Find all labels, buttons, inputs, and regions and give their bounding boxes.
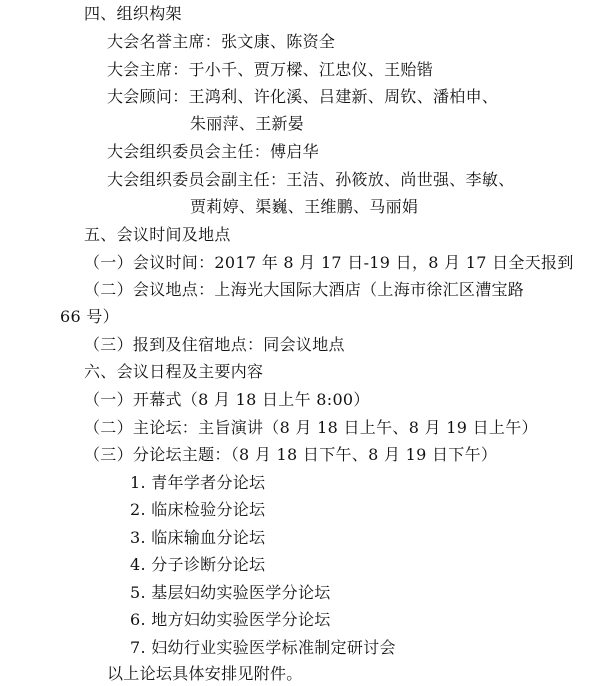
advisors-line-2: 朱丽萍、王新晏	[190, 114, 305, 133]
section-heading-schedule: 六、会议日程及主要内容	[84, 362, 264, 381]
chairs-line: 大会主席：于小千、贾万樑、江忠仪、王贻锴	[107, 60, 434, 79]
forum-list-item: 5. 基层妇幼实验医学分论坛	[130, 583, 331, 602]
sub-forum-topics-line: （三）分论坛主题：（8 月 18 日下午、8 月 19 日下午）	[84, 445, 498, 464]
main-forum-line: （二）主论坛：主旨演讲（8 月 18 日上午、8 月 19 日上午）	[84, 418, 538, 437]
forum-list-item: 2. 临床检验分论坛	[130, 500, 266, 519]
committee-chair-line: 大会组织委员会主任：傅启华	[107, 142, 319, 161]
forum-list-item: 3. 临床输血分论坛	[130, 528, 266, 547]
forum-list-item: 7. 妇幼行业实验医学标准制定研讨会	[130, 638, 396, 657]
forum-footer-note: 以上论坛具体安排见附件。	[107, 664, 303, 683]
meeting-time-line: （一）会议时间：2017 年 8 月 17 日-19 日，8 月 17 日全天报到	[84, 253, 574, 272]
registration-line: （三）报到及住宿地点：同会议地点	[84, 335, 345, 354]
committee-vice-chairs-line-2: 贾莉婷、渠巍、王维鹏、马丽娟	[190, 197, 419, 216]
section-heading-organization: 四、组织构架	[84, 4, 182, 23]
committee-vice-chairs-line-1: 大会组织委员会副主任：王洁、孙筱放、尚世强、李敏、	[107, 170, 515, 189]
forum-list-item: 6. 地方妇幼实验医学分论坛	[130, 610, 331, 629]
opening-ceremony-line: （一）开幕式（8 月 18 日上午 8:00）	[84, 390, 370, 409]
honorary-chairs-line: 大会名誉主席：张文康、陈资全	[107, 32, 336, 51]
meeting-venue-line-1: （二）会议地点：上海光大国际大酒店（上海市徐汇区漕宝路	[84, 280, 525, 299]
advisors-line-1: 大会顾问：王鸿利、许化溪、吕建新、周钦、潘柏申、	[107, 87, 499, 106]
forum-list-item: 1. 青年学者分论坛	[130, 473, 266, 492]
section-heading-time-venue: 五、会议时间及地点	[84, 225, 231, 244]
meeting-venue-line-2: 66 号）	[60, 307, 119, 326]
forum-list-item: 4. 分子诊断分论坛	[130, 555, 266, 574]
